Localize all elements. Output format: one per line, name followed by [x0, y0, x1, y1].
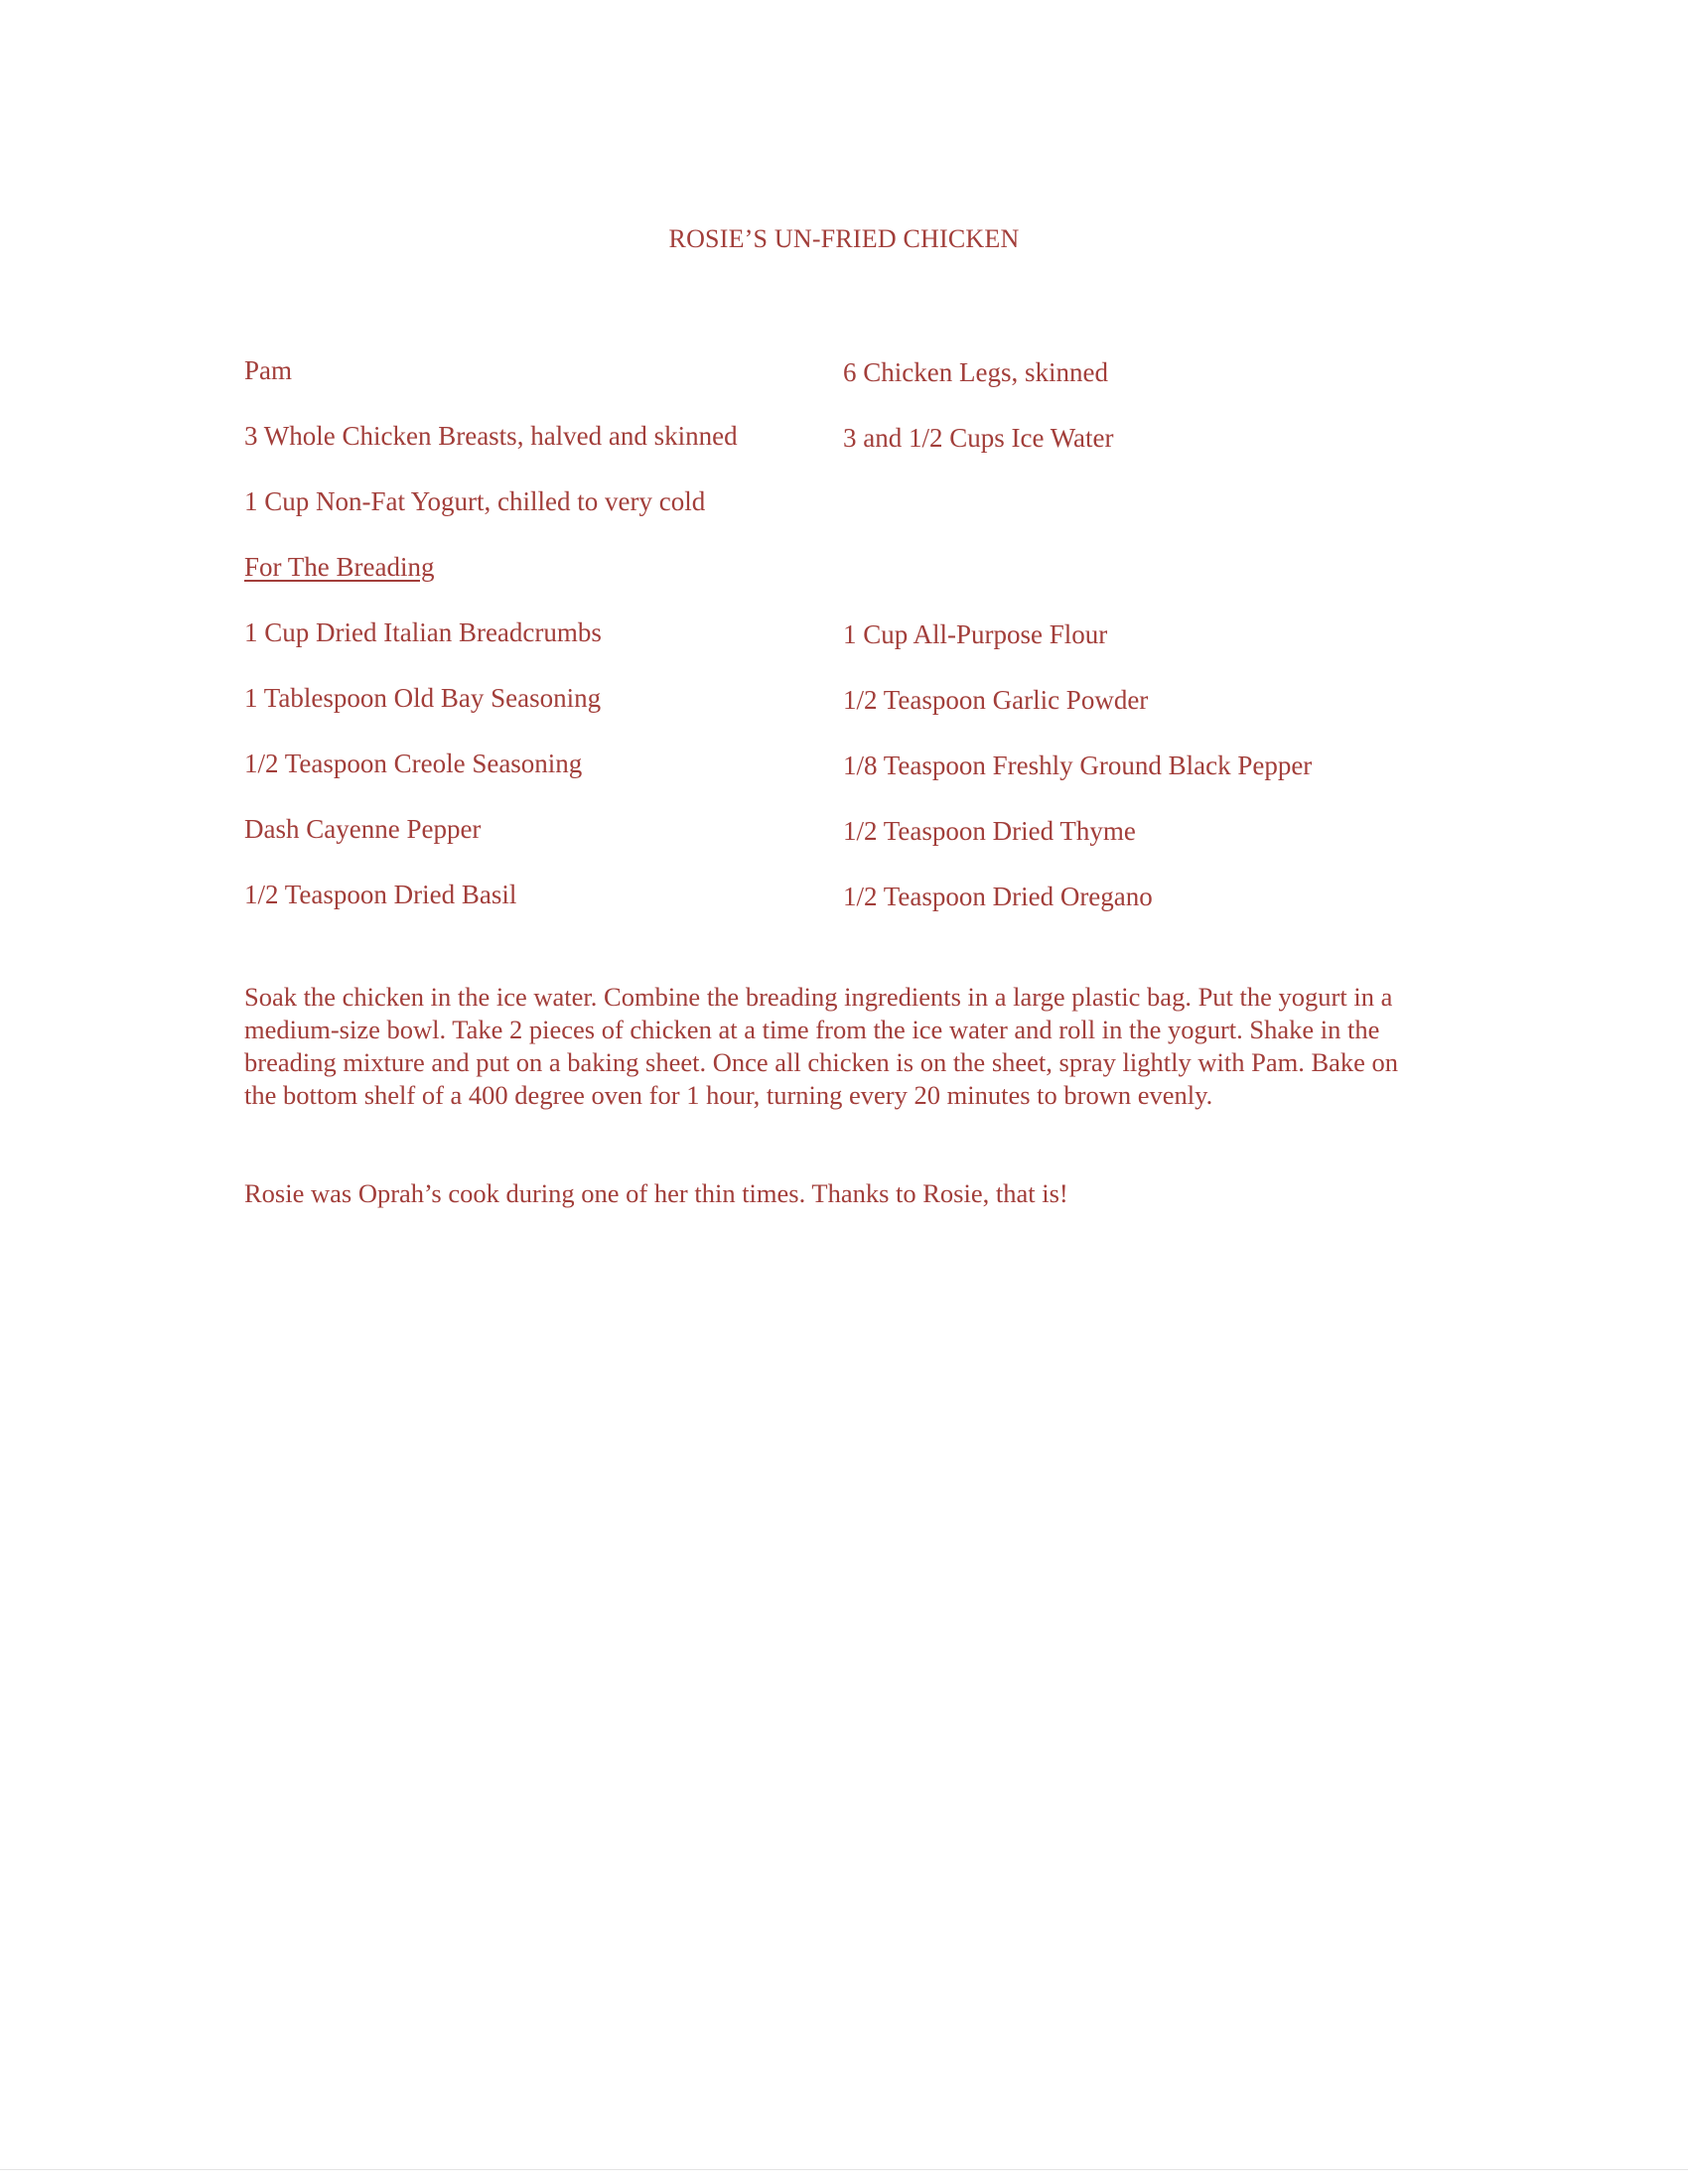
page-edge-divider — [0, 2169, 1688, 2170]
recipe-note: Rosie was Oprah’s cook during one of her thin times. Thanks to Rosie, that is! — [244, 1178, 1068, 1208]
breading-heading: For The Breading — [244, 552, 435, 582]
breading-item: 1 Cup Dried Italian Breadcrumbs — [244, 617, 602, 647]
recipe-title: ROSIE’S UN-FRIED CHICKEN — [668, 224, 1020, 253]
ingredient-item: Pam — [244, 355, 293, 385]
breading-item: 1/2 Teaspoon Creole Seasoning — [244, 749, 583, 778]
ingredient-item: 3 and 1/2 Cups Ice Water — [843, 423, 1114, 453]
ingredient-item: 3 Whole Chicken Breasts, halved and skinned — [244, 421, 738, 451]
breading-item: 1 Cup All-Purpose Flour — [843, 619, 1108, 649]
breading-item: 1/2 Teaspoon Dried Oregano — [843, 882, 1153, 911]
instructions-paragraph: Soak the chicken in the ice water. Combine the breading ingredients in a large plastic bag. Put the yogurt in a medium-size bowl. Take 2 pieces of chicken at a time from the ice water and roll in the yogurt. Shake in the breading mixture and put on a baking sheet. Once all chicken is on the sheet, spray lightly with Pam. Bake on the bottom shelf of a 400 degree oven for 1 hour, turning every 20 minutes to brown evenly. — [244, 982, 1399, 1110]
ingredient-item: 1 Cup Non-Fat Yogurt, chilled to very cold — [244, 486, 706, 516]
breading-item: 1/2 Teaspoon Dried Basil — [244, 880, 517, 909]
breading-item: 1/8 Teaspoon Freshly Ground Black Pepper — [843, 751, 1313, 780]
ingredient-item: 6 Chicken Legs, skinned — [843, 357, 1108, 387]
breading-item: 1/2 Teaspoon Garlic Powder — [843, 685, 1149, 715]
breading-item: 1 Tablespoon Old Bay Seasoning — [244, 683, 602, 713]
breading-item: 1/2 Teaspoon Dried Thyme — [843, 816, 1136, 846]
breading-item: Dash Cayenne Pepper — [244, 814, 482, 844]
